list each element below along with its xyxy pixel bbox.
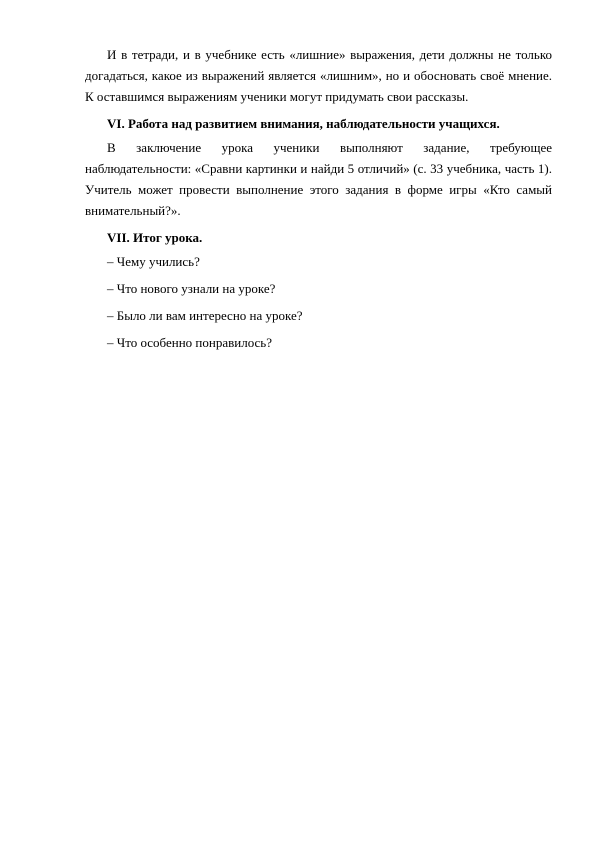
paragraph-extra-expressions: И в тетради, и в учебнике есть «лишние» выражения, дети должны не только догадаться, какое из выражений является «лишним», но и обосновать своё мнение. К оставшимся выражениям ученики могут придумать свои рассказы. <box>85 47 552 104</box>
section-heading-attention: VI. Работа над развитием внимания, наблюдательности учащихся. <box>107 116 500 131</box>
page-content <box>85 44 552 359</box>
paragraph-spot-differences: В заключение урока ученики выполняют задание, требующее наблюдательности: «Сравни картинки и найди 5 отличий» (с. 33 учебника, часть 1). Учитель может провести выполнение этого задания в форме игры «Кто самый внимательный?». <box>85 140 552 218</box>
question-item: – Что особенно понравилось? <box>107 335 272 350</box>
question-item: – Чему учились? <box>107 254 200 269</box>
question-item: – Что нового узнали на уроке? <box>107 281 276 296</box>
question-item: – Было ли вам интересно на уроке? <box>107 308 303 323</box>
section-heading-summary: VII. Итог урока. <box>107 230 203 245</box>
